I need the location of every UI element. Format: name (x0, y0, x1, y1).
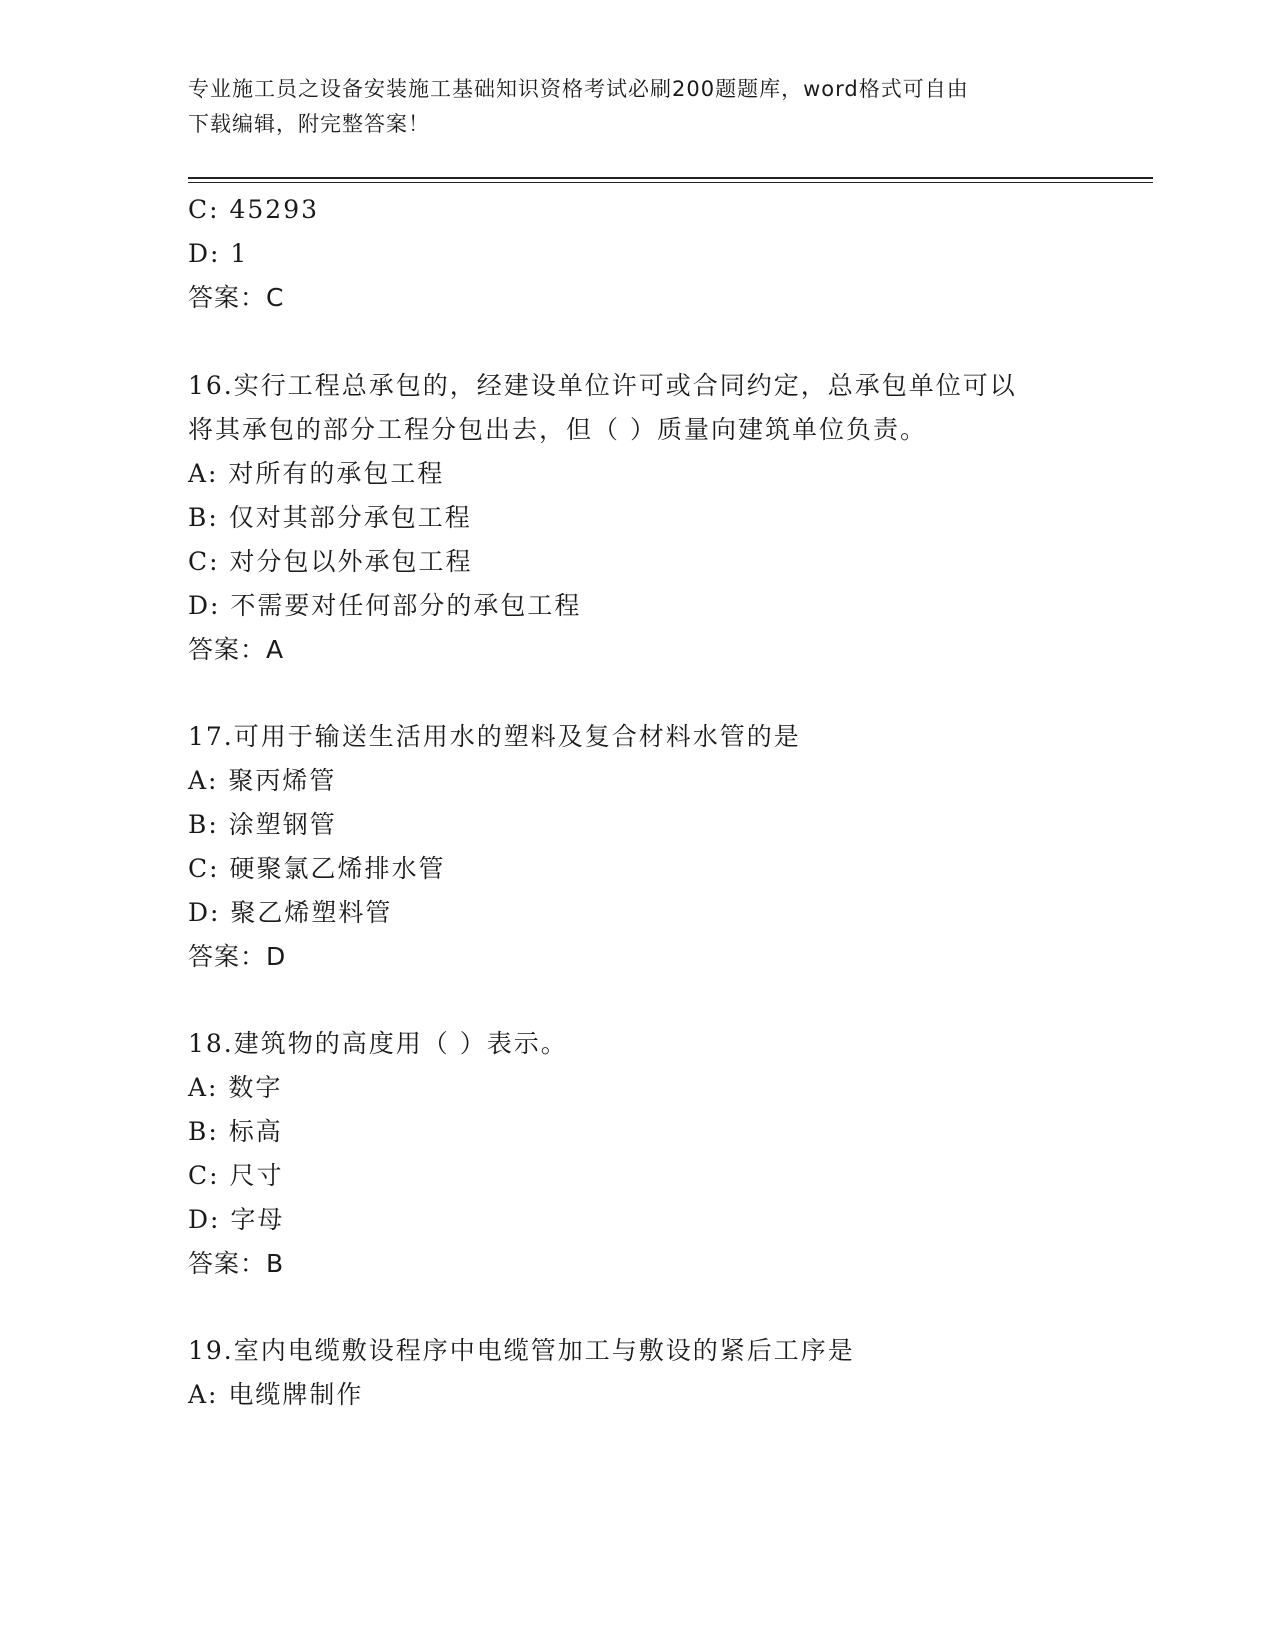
option-d: D: 字母 (188, 1205, 285, 1234)
question-stem-17: 17.可用于输送生活用水的塑料及复合材料水管的是 (188, 722, 801, 751)
option-b: B: 涂塑钢管 (188, 810, 337, 839)
option-a: A: 聚丙烯管 (188, 766, 337, 795)
option-d: D: 不需要对任何部分的承包工程 (188, 591, 582, 620)
answer-line: 答案：B (188, 1249, 285, 1278)
header-title-line-2: 下载编辑，附完整答案！ (188, 112, 430, 136)
header-rule-thick (188, 177, 1153, 179)
option-a: A: 数字 (188, 1073, 283, 1102)
document-header (188, 72, 1068, 142)
option-a: A: 对所有的承包工程 (188, 459, 445, 488)
option-b: B: 仅对其部分承包工程 (188, 503, 472, 532)
option-a: A: 电缆牌制作 (188, 1380, 364, 1409)
question-stem-16: 16.实行工程总承包的，经建设单位许可或合同约定，总承包单位可以 (188, 371, 1017, 400)
option-c: C: 尺寸 (188, 1161, 284, 1190)
answer-line: 答案：D (188, 942, 287, 971)
answer-line: 答案：C (188, 283, 285, 312)
header-rule-thin (188, 182, 1153, 183)
option-c: C: 45293 (188, 195, 320, 224)
option-c: C: 硬聚氯乙烯排水管 (188, 854, 446, 883)
option-d: D: 1 (188, 239, 249, 268)
question-stem-19: 19.室内电缆敷设程序中电缆管加工与敷设的紧后工序是 (188, 1336, 855, 1365)
header-title-line-1: 专业施工员之设备安装施工基础知识资格考试必刷200题题库，word格式可自由 (188, 77, 969, 101)
answer-line: 答案：A (188, 635, 285, 664)
question-stem-16-cont: 将其承包的部分工程分包出去，但（ ）质量向建筑单位负责。 (188, 415, 927, 444)
option-c: C: 对分包以外承包工程 (188, 547, 473, 576)
option-d: D: 聚乙烯塑料管 (188, 898, 393, 927)
option-b: B: 标高 (188, 1117, 283, 1146)
question-stem-18: 18.建筑物的高度用（ ）表示。 (188, 1029, 568, 1058)
